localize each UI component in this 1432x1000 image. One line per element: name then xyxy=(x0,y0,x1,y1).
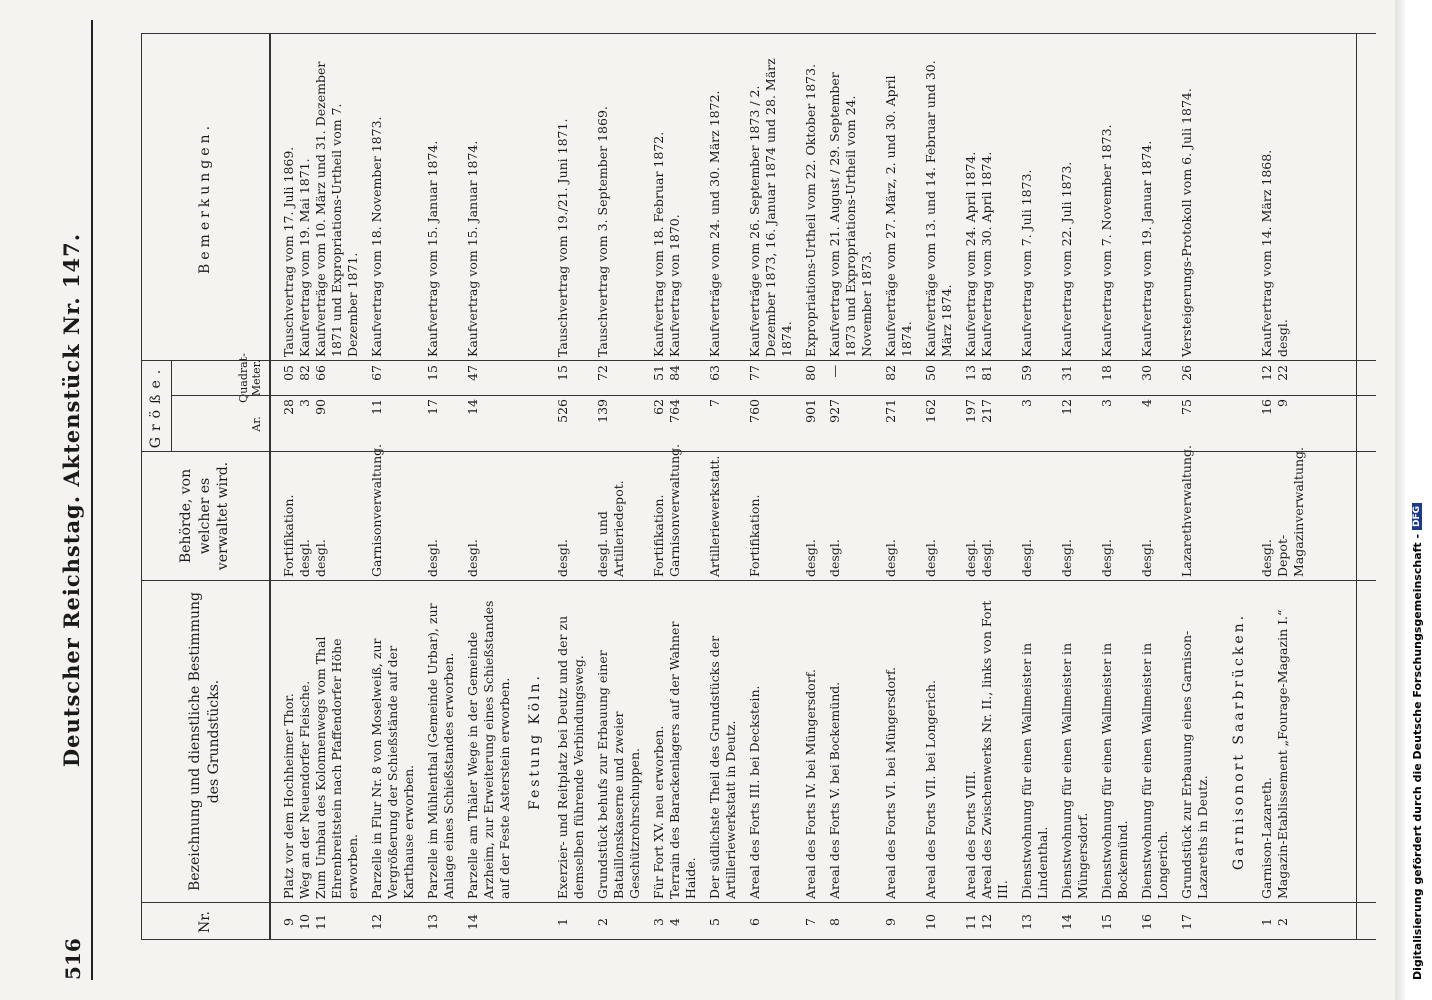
row-authority: desgl. xyxy=(803,539,818,577)
header-rule xyxy=(91,20,93,980)
row-remarks: Tauschvertrag vom 17. Juli 1869. Kaufvertrag vom 19. Mai 1871. Kaufverträge vom 10. März und 31. Dezember 1871 und Expropriations-Urtheil vom 7. Dezember 1871. xyxy=(281,61,360,357)
row-authority: Garnisonverwaltung. xyxy=(369,443,384,577)
row-remarks: Kaufverträge vom 13. und 14. Februar und 30. März 1874. xyxy=(923,60,954,357)
row-area-qm: 30 xyxy=(1139,365,1154,381)
row-description: Grundstück behufs zur Erbauung einer Bataillonskaserne und zweier Geschützrohrschuppen. xyxy=(595,650,642,899)
row-authority: desgl. xyxy=(883,539,898,577)
row-area-ar: 526 xyxy=(555,399,570,423)
row-authority: Lazarethverwaltung. xyxy=(1179,445,1194,577)
row-area-ar: 14 xyxy=(465,399,480,415)
row-authority: desgl. xyxy=(465,539,480,577)
row-number: 12 xyxy=(369,914,384,930)
row-area-ar: 760 xyxy=(747,399,762,423)
row-area-qm: — xyxy=(827,365,842,378)
row-area-qm: 18 xyxy=(1099,365,1114,381)
row-area-qm: 31 xyxy=(1059,365,1074,381)
row-remarks: Kaufvertrag vom 24. April 1874. Kaufvertrag vom 30. April 1874. xyxy=(963,151,994,357)
row-authority: desgl. desgl. xyxy=(963,539,994,577)
row-authority: desgl. xyxy=(1099,539,1114,577)
row-description: Platz vor dem Hochheimer Thor. Weg an der Neuendorfer Fleische. Zum Umbau des Kolonnenwegs vom Thal Ehrenbreitstein nach Pfaffendorfer Höhe erworben. xyxy=(281,636,360,899)
row-description: Dienstwohnung für einen Wallmeister in Müngersdorf. xyxy=(1059,642,1090,899)
row-remarks: Kaufvertrag vom 7. Juli 1873. xyxy=(1019,169,1034,357)
row-authority: Fortifikation. desgl. desgl. xyxy=(281,494,328,577)
row-area-qm: 80 xyxy=(803,365,818,381)
row-description: Dienstwohnung für einen Wallmeister in Bockemünd. xyxy=(1099,642,1130,899)
row-number: 11 12 xyxy=(963,914,994,930)
row-number: 17 xyxy=(1179,914,1194,930)
column-divider xyxy=(141,580,1376,581)
row-remarks: Tauschvertrag vom 19./21. Juni 1871. xyxy=(555,118,570,357)
dfg-logo: DFG xyxy=(1412,503,1422,530)
row-authority: desgl. xyxy=(1059,539,1074,577)
table-bottom-rule xyxy=(1356,34,1357,939)
row-area-qm: 77 xyxy=(747,365,762,381)
row-remarks: Kaufvertrag vom 7. November 1873. xyxy=(1099,124,1114,357)
row-description: Areal des Forts V. bei Bockemünd. xyxy=(827,681,842,899)
row-area-qm: 26 xyxy=(1179,365,1194,381)
row-area-ar: 927 xyxy=(827,399,842,423)
section-title: Garnisonort Saarbrücken. xyxy=(1231,612,1247,871)
row-description: Garnison-Lazareth. Magazin-Etablissement „Fourage-Magazin I.“ xyxy=(1259,609,1290,899)
property-table xyxy=(141,33,1376,940)
row-area-ar: 11 xyxy=(369,399,384,415)
row-number: 14 xyxy=(1059,914,1074,930)
column-divider xyxy=(141,902,1376,903)
column-header-bemerkungen: Bemerkungen. xyxy=(196,121,213,275)
page-shadow xyxy=(1395,0,1405,1000)
row-area-qm: 59 xyxy=(1019,365,1034,381)
row-number: 1 2 xyxy=(1259,918,1290,926)
row-authority: desgl. xyxy=(425,539,440,577)
row-area-ar: 901 xyxy=(803,399,818,423)
row-number: 9 10 11 xyxy=(281,914,328,930)
row-remarks: Expropriations-Urtheil vom 22. Oktober 1873. xyxy=(803,63,818,357)
row-area-qm: 63 xyxy=(707,365,722,381)
row-area-qm: 13 81 xyxy=(963,365,994,381)
row-remarks: Kaufvertrag vom 18. November 1873. xyxy=(369,116,384,357)
row-description: Für Fort XV. neu erworben. Terrain des Barackenlagers auf der Wahner Haide. xyxy=(651,621,698,899)
row-area-qm: 67 xyxy=(369,365,384,381)
row-description: Areal des Forts III. bei Deckstein. xyxy=(747,685,762,899)
row-area-ar: 3 xyxy=(1019,399,1034,407)
row-remarks: Kaufverträge vom 27. März, 2. und 30. April 1874. xyxy=(883,75,914,357)
row-authority: desgl. xyxy=(555,539,570,577)
row-description: Der südlichste Theil des Grundstücks der Artilleriewerkstatt in Deutz. xyxy=(707,635,738,899)
row-authority: Fortifikation. xyxy=(747,494,762,577)
row-description: Grundstück zur Erbauung eines Garnison-Lazareths in Deutz. xyxy=(1179,630,1210,899)
row-authority: desgl. Depot-Magazinverwaltung. xyxy=(1259,446,1306,577)
digitization-note xyxy=(1405,0,1429,980)
row-number: 5 xyxy=(707,918,722,926)
row-number: 15 xyxy=(1099,914,1114,930)
row-number: 13 xyxy=(1019,914,1034,930)
header-title: Deutscher Reichstag. Aktenstück Nr. 147. xyxy=(59,232,84,768)
row-authority: desgl. xyxy=(827,539,842,577)
row-number: 6 xyxy=(747,918,762,926)
table-top-rule xyxy=(141,34,142,939)
row-remarks: Kaufvertrag vom 15. Januar 1874. xyxy=(465,140,480,357)
row-area-ar: 62 764 xyxy=(651,399,682,423)
column-header-bezeichnung: Bezeichnung und dienstliche Bestimmung des Grundstücks. xyxy=(187,592,222,891)
section-title: Festung Köln. xyxy=(527,673,543,810)
row-number: 10 xyxy=(923,914,938,930)
row-area-ar: 3 xyxy=(1099,399,1114,407)
row-area-ar: 12 xyxy=(1059,399,1074,415)
row-authority: Artilleriewerkstatt. xyxy=(707,455,722,577)
column-divider xyxy=(171,395,1376,396)
row-area-qm: 12 22 xyxy=(1259,365,1290,381)
row-area-qm: 82 xyxy=(883,365,898,381)
row-remarks: Kaufvertrag vom 22. Juli 1873. xyxy=(1059,161,1074,357)
row-remarks: Tauschvertrag vom 3. September 1869. xyxy=(595,106,610,357)
page-number: 516 xyxy=(61,938,85,980)
row-authority: desgl. xyxy=(923,539,938,577)
row-remarks: Kaufvertrag vom 15. Januar 1874. xyxy=(425,140,440,357)
row-area-ar: 139 xyxy=(595,399,610,423)
row-remarks: Kaufvertrag vom 19. Januar 1874. xyxy=(1139,140,1154,357)
row-authority: desgl. xyxy=(1139,539,1154,577)
column-header-quadratmeter: Quadrat-Meter. xyxy=(237,353,263,403)
digitization-note-text: Digitalisierung gefördert durch die Deutsche Forschungsgemeinschaft - xyxy=(1410,533,1424,980)
row-remarks: Versteigerungs-Protokoll vom 6. Juli 1874. xyxy=(1179,88,1194,357)
header-bottom-rule xyxy=(269,34,271,939)
row-description: Parzelle in Flur Nr. 8 von Moselweiß, zur Vergrößerung der Schießstände auf der Karthause erworben. xyxy=(369,638,416,899)
column-header-ar: Ar. xyxy=(250,416,263,432)
row-description: Areal des Forts VI. bei Müngersdorf. xyxy=(883,666,898,899)
row-area-ar: 7 xyxy=(707,399,722,407)
row-number: 1 xyxy=(555,918,570,926)
row-area-ar: 16 9 xyxy=(1259,399,1290,415)
row-remarks: Kaufvertrag vom 21. August / 29. September 1873 und Expropriations-Urtheil vom 24. November 1873. xyxy=(827,72,874,357)
row-number: 7 xyxy=(803,918,818,926)
column-header-groesse: Größe. xyxy=(148,363,164,449)
row-number: 9 xyxy=(883,918,898,926)
row-number: 14 xyxy=(465,914,480,930)
row-authority: Fortifikation. Garnisonverwaltung. xyxy=(651,443,682,577)
row-area-qm: 51 84 xyxy=(651,365,682,381)
row-number: 3 4 xyxy=(651,918,682,926)
row-remarks: Kaufverträge vom 24. und 30. März 1872. xyxy=(707,90,722,357)
groesse-divider xyxy=(171,361,172,452)
row-number: 13 xyxy=(425,914,440,930)
row-area-qm: 05 82 66 xyxy=(281,365,328,381)
column-divider xyxy=(141,360,1376,361)
row-description: Dienstwohnung für einen Wallmeister in Lindenthal. xyxy=(1019,642,1050,899)
row-number: 16 xyxy=(1139,914,1154,930)
row-remarks: Kaufverträge vom 26. September 1873 / 2. Dezember 1873, 16. Januar 1874 und 28. März 1874. xyxy=(747,58,794,357)
row-description: Exerzier- und Reitplatz bei Deutz und der zu demselben führende Verbindungsweg. xyxy=(555,615,586,899)
document-page xyxy=(55,20,1385,980)
row-authority: desgl. xyxy=(1019,539,1034,577)
row-area-ar: 75 xyxy=(1179,399,1194,415)
row-area-ar: 197 217 xyxy=(963,399,994,423)
row-description: Areal des Forts VIII. Areal des Zwischenwerks Nr. II., links von Fort III. xyxy=(963,600,1010,899)
row-area-ar: 17 xyxy=(425,399,440,415)
row-authority: desgl. und Artilleriedepot. xyxy=(595,480,626,577)
row-description: Dienstwohnung für einen Wallmeister in Longerich. xyxy=(1139,642,1170,899)
row-number: 8 xyxy=(827,918,842,926)
row-description: Areal des Forts IV. bei Müngersdorf. xyxy=(803,669,818,899)
row-description: Parzelle im Mühlenthal (Gemeinde Urbar), zur Anlage eines Schießstandes erworben. xyxy=(425,603,456,899)
row-area-qm: 47 xyxy=(465,365,480,381)
row-area-ar: 28 3 90 xyxy=(281,399,328,415)
row-area-qm: 15 xyxy=(425,365,440,381)
row-area-qm: 50 xyxy=(923,365,938,381)
page-header xyxy=(55,20,95,980)
row-description: Parzelle am Thäler Wege in der Gemeinde Arzheim, zur Erweiterung eines Schießstandes auf der Feste Asterstein erworben. xyxy=(465,600,512,899)
row-area-ar: 271 xyxy=(883,399,898,423)
column-header-behoerde: Behörde, von welcher es verwaltet wird. xyxy=(177,461,232,571)
row-number: 2 xyxy=(595,918,610,926)
row-area-ar: 162 xyxy=(923,399,938,423)
row-remarks: Kaufvertrag vom 18. Februar 1872. Kaufvertrag von 1870. xyxy=(651,131,682,357)
row-remarks: Kaufvertrag vom 14. März 1868. desgl. xyxy=(1259,149,1290,357)
row-area-qm: 15 xyxy=(555,365,570,381)
row-description: Areal des Forts VII. bei Longerich. xyxy=(923,679,938,899)
column-header-nr: Nr. xyxy=(196,911,213,933)
row-area-ar: 4 xyxy=(1139,399,1154,407)
row-area-qm: 72 xyxy=(595,365,610,381)
